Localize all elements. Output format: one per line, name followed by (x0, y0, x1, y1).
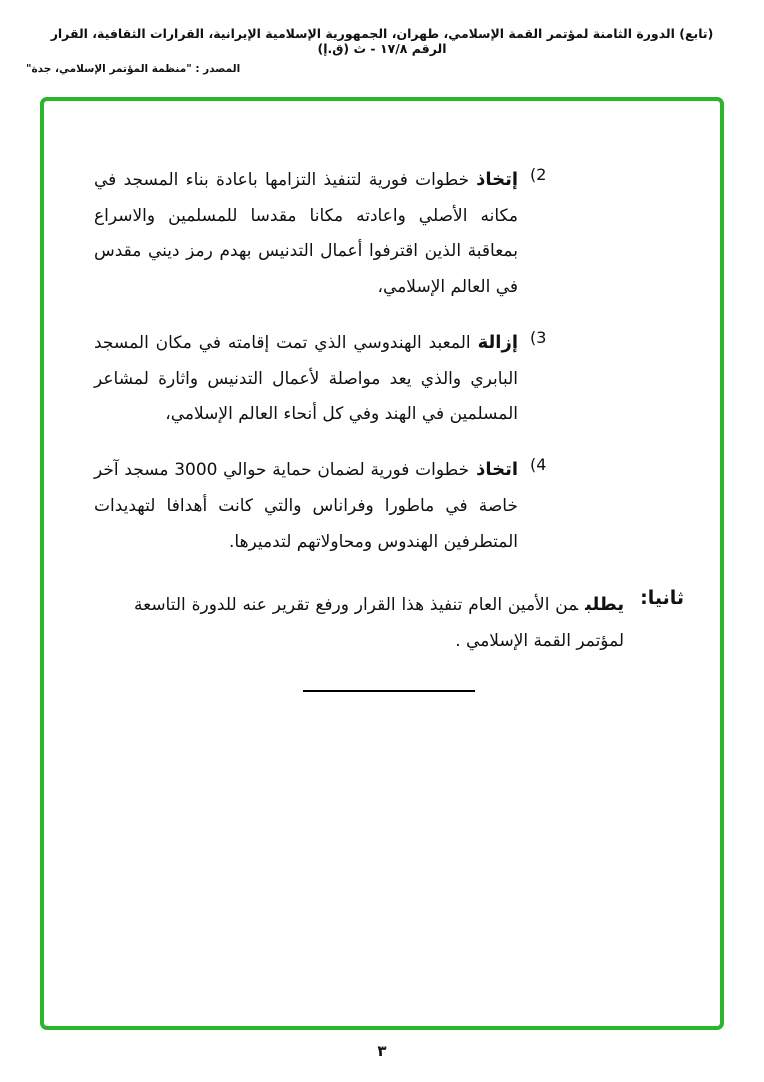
secondly-text (134, 586, 624, 659)
document-header (0, 0, 764, 75)
item-lead-word: إتخاذ (476, 169, 518, 190)
item-lead-word: اتخاذ (476, 459, 518, 481)
item-text (94, 161, 518, 306)
green-frame (40, 97, 724, 1030)
secondly-section (94, 586, 684, 659)
item-body-text: المعبد الهندوسي الذي تمت إقامته في مكان المسجد البابري والذي يعد مواصلة لأعمال التدنيس واثارة لمشاعر المسلمين في الهند وفي كل أنحاء العالم الإسلامي، (94, 332, 518, 425)
item-text (94, 324, 518, 433)
header-source: المصدر : "منظمة المؤتمر الإسلامي، جدة" (26, 63, 241, 75)
secondly-label: ثانيا: (640, 587, 684, 610)
item-lead-word: إزالة (477, 331, 518, 353)
list-item (94, 451, 564, 560)
item-text (94, 451, 518, 560)
item-number: (4 (530, 455, 547, 475)
page-number: ٣ (377, 1042, 387, 1060)
header-title: (تابع) الدورة الثامنة لمؤتمر القمة الإسلامي، طهران، الجمهورية الإسلامية الإيرانية، القرارات الثقافية، القرار الرقم ١٧/٨ - ث (ق.إ) (50, 26, 714, 56)
list-item (94, 161, 564, 306)
item-number: (3 (530, 327, 547, 347)
item-body-text: خطوات فورية لضمان حماية حوالي 3000 مسجد آخر خاصة في ماطورا وفراناس والتي كانت أهدافا لتهديدات المتطرفين الهندوس ومحاولاتهم لتدميرها. (94, 460, 518, 552)
secondly-lead-word: يطلب (585, 594, 625, 616)
item-body-text: خطوات فورية لتنفيذ التزامها باعادة بناء المسجد في مكانه الأصلي واعادته مكانا مقدسا للمسلمين والاسراع بمعاقبة الذين اقترفوا أعمال التدنيس بهدم رمز ديني مقدس في العالم الإسلامي، (94, 170, 518, 298)
document-body (44, 101, 720, 1026)
secondly-body-text: من الأمين العام تنفيذ هذا القرار ورفع تقرير عنه للدورة التاسعة لمؤتمر القمة الإسلامي . (134, 595, 625, 651)
list-item (94, 324, 564, 433)
item-number: (2 (530, 165, 547, 184)
divider-line (303, 690, 475, 692)
